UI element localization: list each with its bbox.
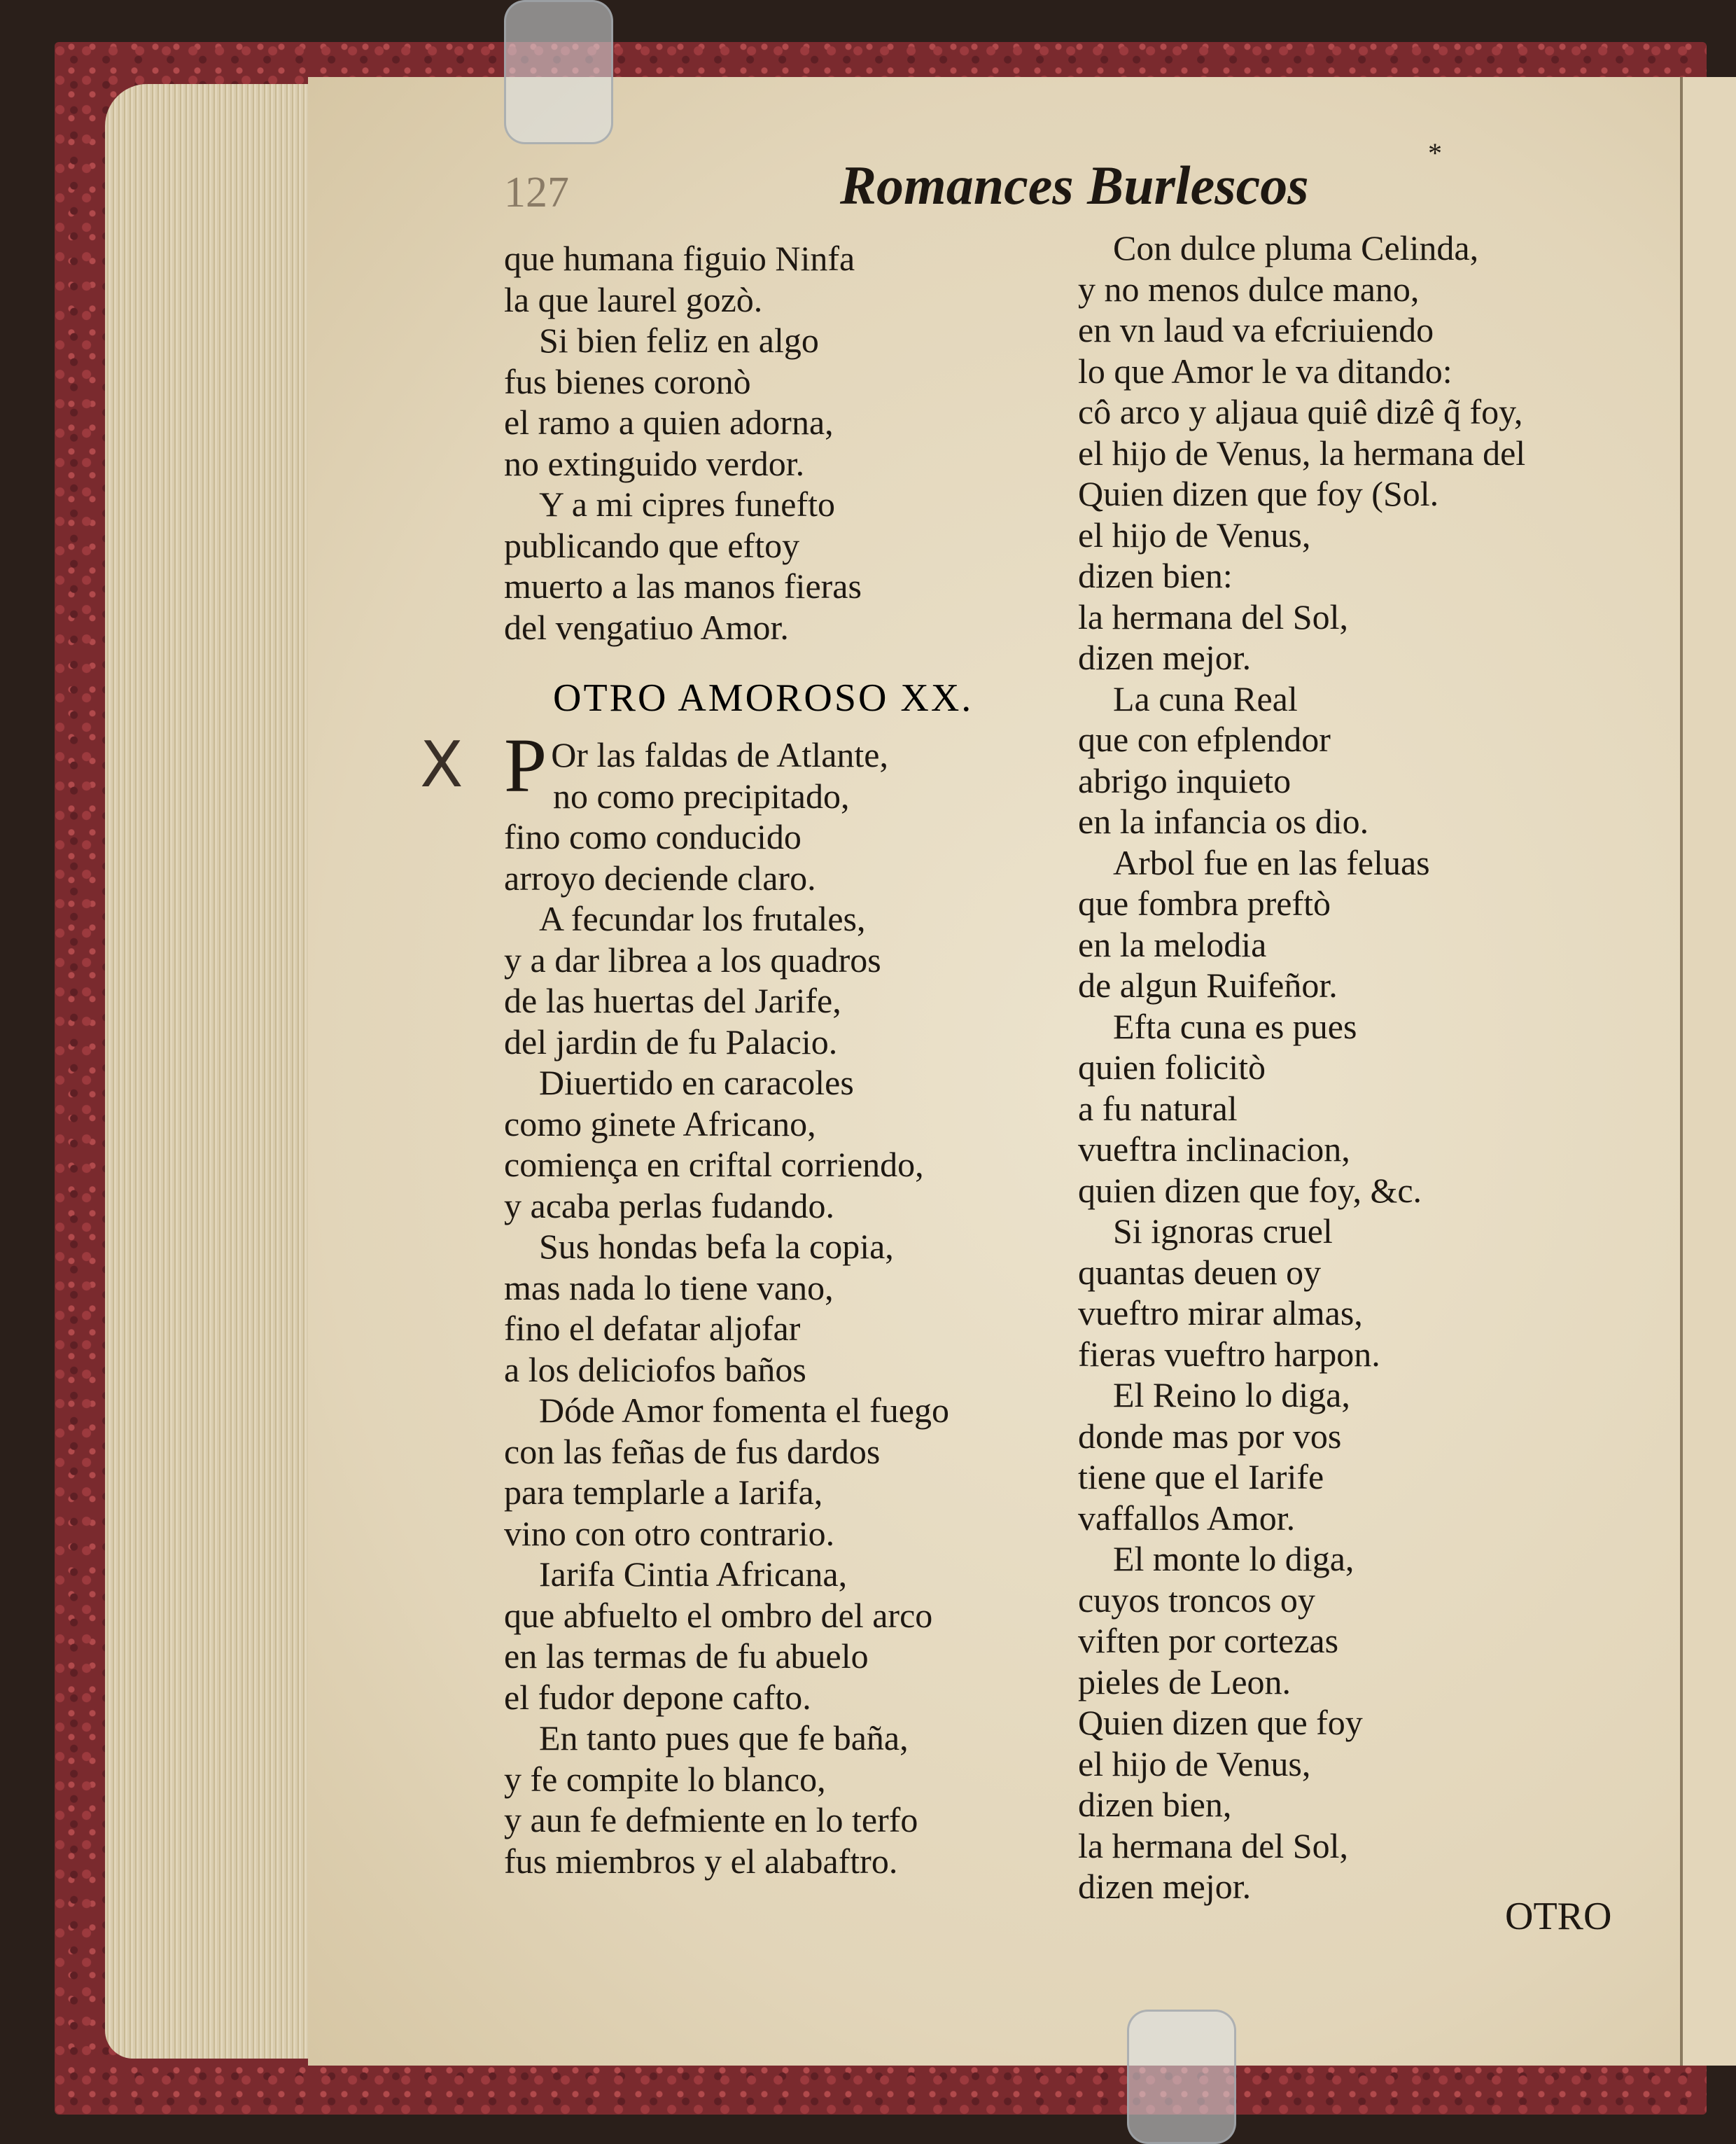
verse-line: en la infancia os dio. [1078,802,1369,841]
verse-line: a los deliciofos baños [504,1349,806,1389]
margin-annotation: X [420,728,463,802]
verse-line: dizen mejor. [1078,1867,1252,1906]
verse-line: Dóde Amor fomenta el fuego [539,1391,949,1430]
right-column [1078,228,1525,1907]
verse-line: Si bien feliz en algo [539,321,819,360]
verse-line: quien folicitò [1078,1047,1266,1087]
verse-line: dizen bien, [1078,1785,1232,1824]
verse-line: pieles de Leon. [1078,1662,1292,1701]
verse-line: Con dulce pluma Celinda, [1113,228,1479,267]
verse-line: comiença en criftal corriendo, [504,1145,924,1184]
verse-line: El monte lo diga, [1113,1539,1354,1578]
verse-line: Diuertido en caracoles [539,1063,854,1102]
facing-page-edge [1680,77,1736,2066]
drop-cap: P [504,723,547,808]
verse-line: fino el defatar aljofar [504,1309,801,1348]
verse-line: quien dizen que foy, &c. [1078,1170,1422,1210]
verse-line: del jardin de fu Palacio. [504,1022,838,1061]
verse-line: A fecundar los frutales, [539,899,866,938]
verse-line: Iarifa Cintia Africana, [539,1554,848,1594]
verse-line: Efta cuna es pues [1113,1006,1357,1046]
verse-line: la que laurel gozò. [504,279,763,319]
verse-line: fino como conducido [504,817,802,856]
catchword: OTRO [1505,1895,1612,1938]
verse-line: dizen mejor. [1078,638,1252,677]
verse-line: vueftra inclinacion, [1078,1129,1350,1169]
verse-line: vueftro mirar almas, [1078,1293,1363,1332]
verse-line: no como precipitado, [553,776,850,816]
verse-line: el hijo de Venus, [1078,1743,1311,1783]
verse-line: tiene que el Iarife [1078,1457,1324,1496]
verse-line: y fe compite lo blanco, [504,1759,826,1799]
verse-line: cô arco y aljaua quiê dizê q̃ foy, [1078,392,1523,431]
verse-line: y acaba perlas fudando. [504,1185,834,1225]
verse-line: el hijo de Venus, la hermana del [1078,433,1526,473]
verse-line: El Reino lo diga, [1113,1375,1350,1414]
verse-line: de las huertas del Jarife, [504,981,841,1020]
verse-line: vaffallos Amor. [1078,1498,1296,1538]
verse-line: publicando que eftoy [504,525,800,565]
verse-line: en las termas de fu abuelo [504,1636,869,1676]
verse-line: del vengatiuo Amor. [504,607,789,647]
verse-line: en vn laud va efcriuiendo [1078,310,1434,349]
verse-line: mas nada lo tiene vano, [504,1267,834,1307]
verse-line: dizen bien: [1078,556,1233,595]
folio-number: 127 [504,169,569,216]
verse-line: fus bienes coronò [504,361,751,401]
verse-line: y a dar librea a los quadros [504,940,881,980]
verse-line: en la melodia [1078,924,1267,964]
verse-line: como ginete Africano, [504,1104,816,1143]
verse-line: lo que Amor le va ditando: [1078,351,1452,391]
page-clip-bottom [1127,2010,1236,2144]
verse-line: el fudor depone cafto. [504,1677,811,1717]
section-heading: OTRO AMOROSO XX. [553,676,974,720]
verse-line: de algun Ruifeñor. [1078,966,1338,1005]
left-column [504,238,973,1881]
verse-line: Y a mi cipres funefto [539,485,835,524]
verse-line: la hermana del Sol, [1078,597,1348,636]
verse-line: La cuna Real [1113,678,1298,718]
verse-line: y no menos dulce mano, [1078,269,1420,309]
verse-line: el ramo a quien adorna, [504,403,834,442]
verse-line: Sus hondas befa la copia, [539,1227,894,1266]
verse-line: fus miembros y el alabaftro. [504,1841,898,1881]
verse-line: la hermana del Sol, [1078,1825,1348,1865]
verse-line: Si ignoras cruel [1113,1211,1333,1251]
verse-line: que fombra preftò [1078,884,1331,923]
verse-line: viften por cortezas [1078,1621,1339,1660]
verse-line: que abfuelto el ombro del arco [504,1595,933,1635]
verse-line: arroyo deciende claro. [504,858,816,898]
verse-line: abrigo inquieto [1078,760,1292,800]
ornament-mark: * [1428,137,1442,169]
verse-line: que con efplendor [1078,720,1331,759]
verse-line: fieras vueftro harpon. [1078,1334,1380,1374]
verse-line: Arbol fue en las feluas [1113,842,1430,882]
verse-line: Quien dizen que foy (Sol. [1078,474,1439,513]
verse-line: el hijo de Venus, [1078,515,1311,555]
verse-line: quantas deuen oy [1078,1252,1322,1292]
verse-line: donde mas por vos [1078,1416,1342,1456]
verse-line-first-text: Or las faldas de Atlante, [551,735,888,774]
page-edges [105,84,329,2059]
verse-line: que humana figuio Ninfa [504,239,855,278]
verse-line: En tanto pues que fe baña, [539,1718,909,1757]
verse-line: no extinguido verdor. [504,443,805,483]
verse-line: para templarle a Iarifa, [504,1473,823,1512]
verse-line: vino con otro contrario. [504,1513,835,1553]
verse-line: con las feñas de fus dardos [504,1431,881,1471]
page-clip-top [504,0,613,144]
running-head: Romances Burlescos [840,155,1309,216]
verse-line: a fu natural [1078,1088,1238,1128]
verse-line: y aun fe defmiente en lo terfo [504,1800,918,1839]
verse-line: Quien dizen que foy [1078,1703,1363,1742]
verse-line: cuyos troncos oy [1078,1580,1315,1620]
verse-line: muerto a las manos fieras [504,566,862,606]
